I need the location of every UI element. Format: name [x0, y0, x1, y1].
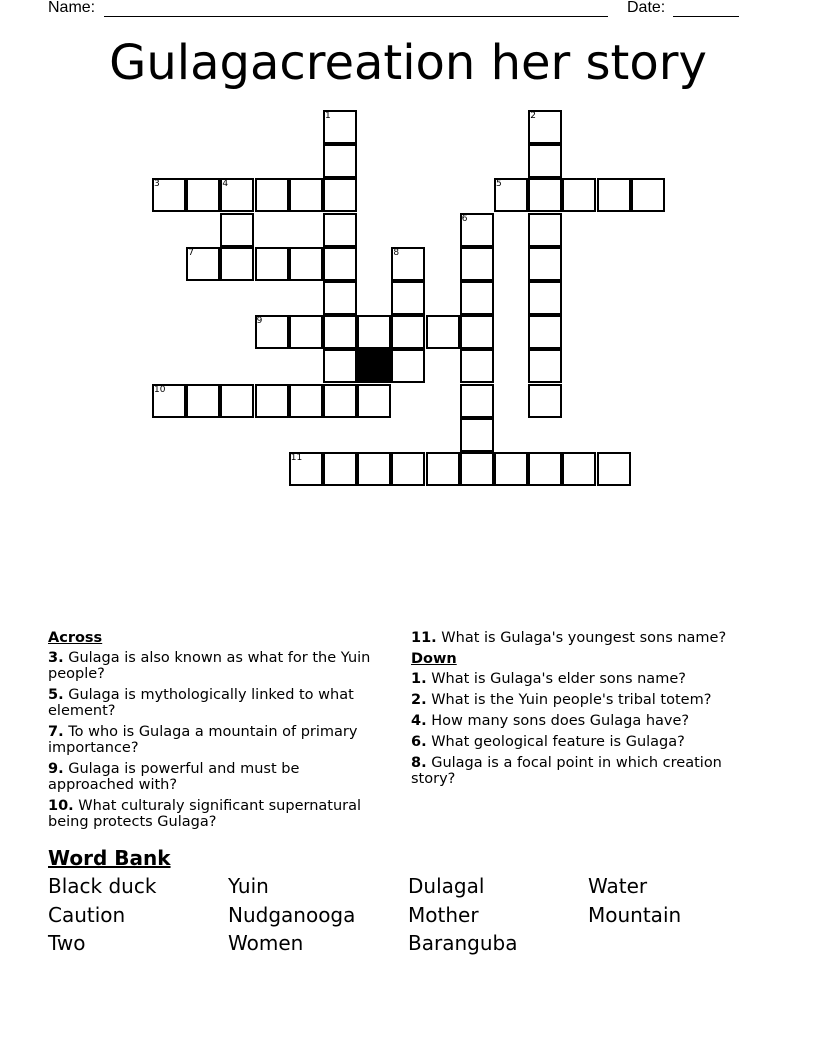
- grid-cell[interactable]: [255, 247, 289, 281]
- grid-number: 6: [461, 213, 468, 224]
- grid-cell[interactable]: [528, 452, 562, 486]
- page-title: Gulagacreation her story: [109, 35, 707, 91]
- grid-cell[interactable]: [323, 315, 357, 349]
- grid-cell[interactable]: [631, 178, 665, 212]
- grid-cell[interactable]: [494, 452, 528, 486]
- clue-across-3: 3. Gulaga is also known as what for the Yuin people?: [48, 650, 371, 682]
- grid-number: 8: [393, 247, 400, 258]
- grid-cell[interactable]: [357, 384, 391, 418]
- across-clues: [48, 630, 388, 835]
- grid-cell[interactable]: [220, 247, 254, 281]
- grid-cell[interactable]: [391, 452, 425, 486]
- grid-number: 4: [222, 179, 229, 190]
- grid-number: 5: [496, 179, 502, 190]
- word-bank-item: Yuin: [228, 874, 269, 898]
- grid-cell[interactable]: [528, 384, 562, 418]
- grid-cell[interactable]: [255, 384, 289, 418]
- down-heading: Down: [411, 651, 457, 667]
- word-bank-item: Dulagal: [408, 874, 485, 898]
- grid-cell[interactable]: [460, 281, 494, 315]
- grid-cell[interactable]: [323, 384, 357, 418]
- grid-cell[interactable]: [220, 384, 254, 418]
- grid-cell[interactable]: [220, 213, 254, 247]
- grid-cell[interactable]: [597, 178, 631, 212]
- grid-cell[interactable]: [323, 213, 357, 247]
- grid-cell[interactable]: [460, 384, 494, 418]
- grid-cell[interactable]: [528, 281, 562, 315]
- grid-black-cell: [357, 349, 391, 383]
- grid-cell[interactable]: [460, 418, 494, 452]
- grid-cell[interactable]: [323, 281, 357, 315]
- grid-number: 7: [188, 247, 194, 258]
- word-bank-item: Caution: [48, 903, 126, 927]
- grid-cell[interactable]: [357, 315, 391, 349]
- grid-number: 1: [325, 111, 331, 121]
- word-bank-item: Water: [588, 874, 648, 898]
- grid-cell[interactable]: [323, 452, 357, 486]
- grid-cell[interactable]: [289, 247, 323, 281]
- grid-number: 10: [154, 384, 166, 395]
- grid-cell[interactable]: [562, 452, 596, 486]
- grid-cell[interactable]: [528, 315, 562, 349]
- grid-cell[interactable]: [186, 178, 220, 212]
- clue-down-1: 1. What is Gulaga's elder sons name?: [411, 671, 686, 687]
- grid-cell[interactable]: [289, 384, 323, 418]
- grid-cell[interactable]: [323, 178, 357, 212]
- grid-cell[interactable]: [255, 178, 289, 212]
- grid-cell[interactable]: [289, 315, 323, 349]
- word-bank-item: Mother: [408, 903, 479, 927]
- clue-across-7: 7. To who is Gulaga a mountain of primary importance?: [48, 724, 358, 756]
- grid-number: 9: [256, 316, 263, 327]
- date-line[interactable]: [673, 16, 739, 17]
- grid-number: 3: [154, 179, 160, 190]
- clue-down-2: 2. What is the Yuin people's tribal totem?: [411, 692, 712, 708]
- grid-number: 11: [290, 453, 303, 463]
- grid-cell[interactable]: [460, 452, 494, 486]
- down-clues: [411, 630, 751, 792]
- across-heading: Across: [48, 630, 103, 646]
- grid-cell[interactable]: [323, 349, 357, 383]
- grid-number: 2: [530, 111, 536, 121]
- word-bank-item: Baranguba: [408, 931, 518, 955]
- grid-cell[interactable]: [426, 452, 460, 486]
- grid-cell[interactable]: [323, 247, 357, 281]
- grid-cell[interactable]: [323, 144, 357, 178]
- grid-cell[interactable]: [391, 349, 425, 383]
- clue-down-4: 4. How many sons does Gulaga have?: [411, 713, 690, 729]
- grid-cell[interactable]: [460, 247, 494, 281]
- grid-cell[interactable]: [460, 315, 494, 349]
- grid-cell[interactable]: [186, 384, 220, 418]
- grid-cell[interactable]: [528, 178, 562, 212]
- grid-cell[interactable]: [528, 144, 562, 178]
- word-bank-item: Black duck: [48, 874, 157, 898]
- clue-across-11: 11. What is Gulaga's youngest sons name?: [411, 630, 727, 646]
- grid-cell[interactable]: [391, 281, 425, 315]
- word-bank-item: Two: [48, 931, 86, 955]
- grid-cell[interactable]: [391, 315, 425, 349]
- grid-cell[interactable]: [528, 247, 562, 281]
- clue-down-8: 8. Gulaga is a focal point in which creation story?: [411, 755, 722, 787]
- date-label: Date:: [627, 0, 666, 16]
- word-bank-title: Word Bank: [48, 846, 171, 870]
- grid-cell[interactable]: [528, 213, 562, 247]
- grid-cell[interactable]: [426, 315, 460, 349]
- clue-across-10: 10. What culturaly significant supernatural being protects Gulaga?: [48, 798, 362, 830]
- grid-cell[interactable]: [528, 349, 562, 383]
- clue-across-5: 5. Gulaga is mythologically linked to what element?: [48, 687, 354, 719]
- header: [48, 0, 748, 20]
- word-bank-item: Mountain: [588, 903, 682, 927]
- clue-down-6: 6. What geological feature is Gulaga?: [411, 734, 685, 750]
- clue-across-9: 9. Gulaga is powerful and must be approached with?: [48, 761, 300, 793]
- grid-cell[interactable]: [289, 178, 323, 212]
- grid-cell[interactable]: [597, 452, 631, 486]
- name-label: Name:: [48, 0, 96, 16]
- grid-cell[interactable]: [460, 349, 494, 383]
- grid-cell[interactable]: [562, 178, 596, 212]
- name-line[interactable]: [104, 16, 608, 17]
- word-bank-item: Nudganooga: [228, 903, 356, 927]
- grid-cell[interactable]: [357, 452, 391, 486]
- word-bank-item: Women: [228, 931, 304, 955]
